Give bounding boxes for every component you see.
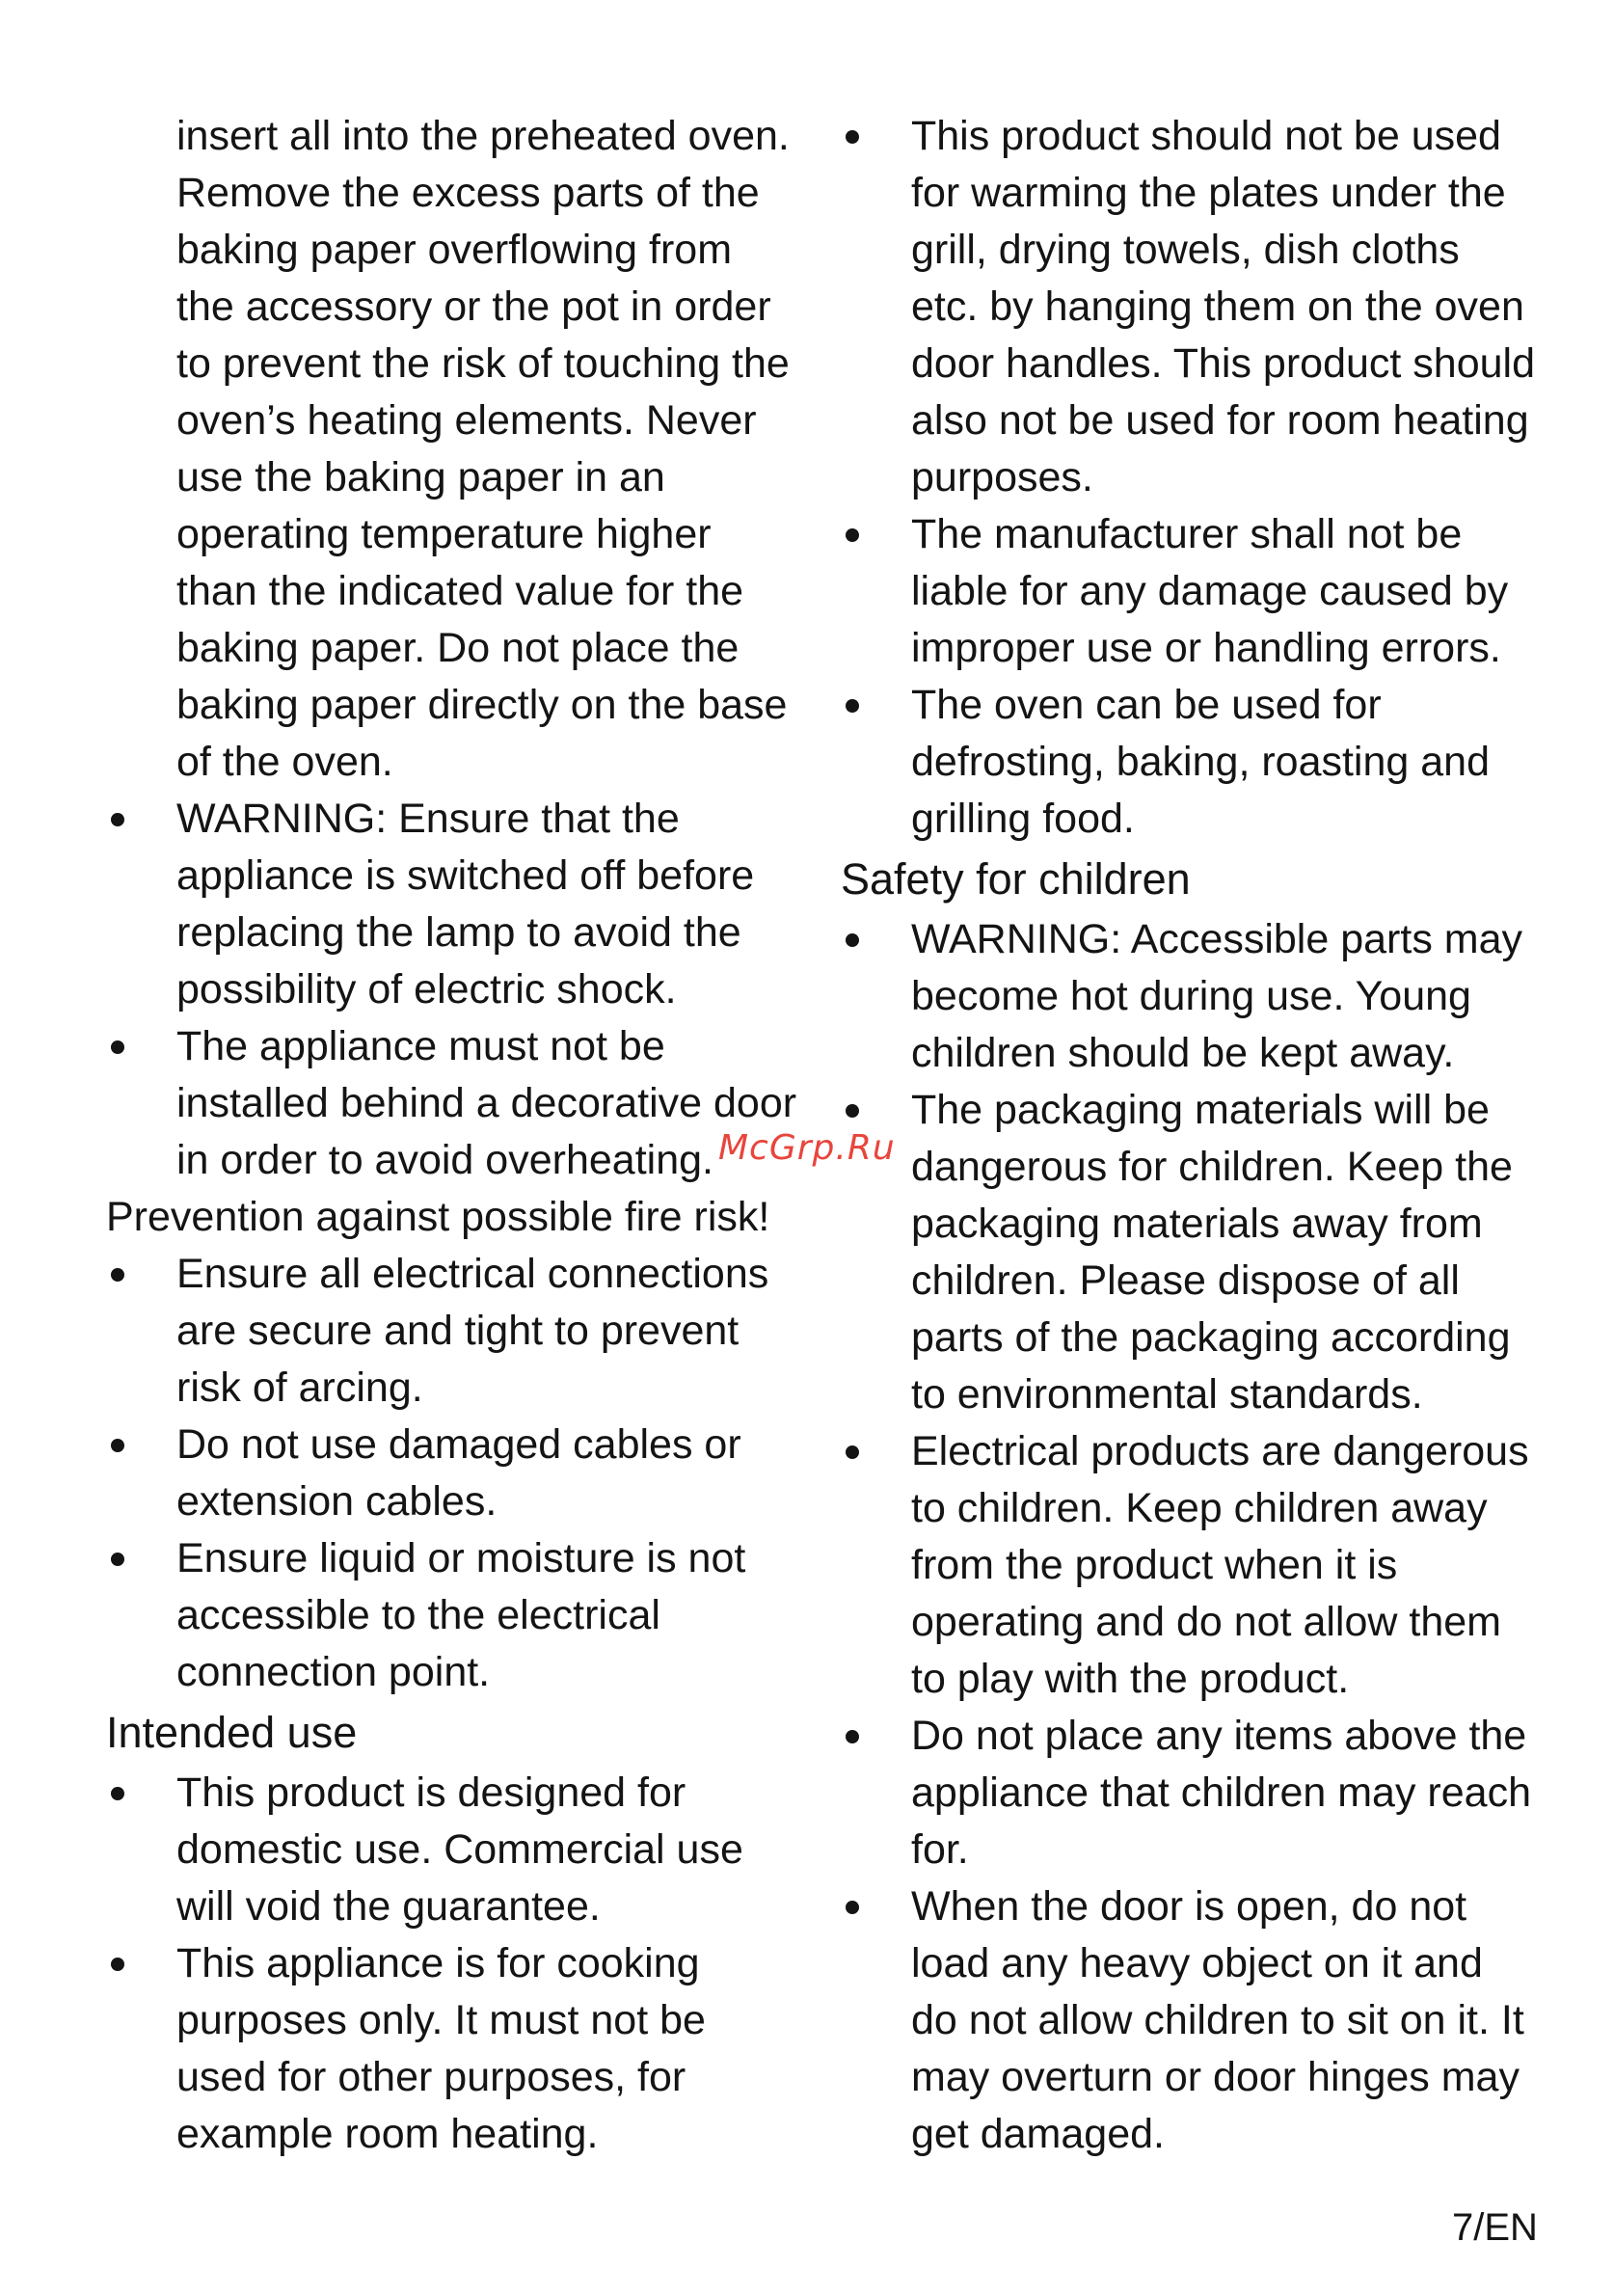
safety-children-heading: Safety for children [841, 854, 1191, 904]
fire-risk-heading: Prevention against possible fire risk! [106, 1194, 770, 1240]
continuation-paragraph: insert all into the preheated oven. Remove the excess parts of the baking paper overflowing from the accessory or the pot in order to prevent the risk of touching the oven’s heating elements. Never use the baking paper in an operating temperature higher than the indicated value for the baking paper. Do not place the baking paper directly on the base of the oven. [176, 113, 790, 785]
list-item: WARNING: Accessible parts may become hot during use. Young children should be kept away. [841, 911, 1535, 1082]
list-item: The manufacturer shall not be liable for any damage caused by improper use or handling errors. [841, 506, 1535, 677]
bullet-list-intended-use [106, 1765, 800, 2163]
list-item: Electrical products are dangerous to children. Keep children away from the product when it is operating and do not allow them to play with the product. [841, 1423, 1535, 1708]
list-item: Ensure liquid or moisture is not accessible to the electrical connection point. [106, 1530, 800, 1701]
right-column [841, 108, 1535, 2163]
intended-use-heading: Intended use [106, 1708, 358, 1757]
list-item: This product should not be used for warming the plates under the grill, drying towels, dish cloths etc. by hanging them on the oven door handles. This product should also not be used for room heating purposes. [841, 108, 1535, 506]
watermark: McGrp.Ru [718, 1128, 896, 1168]
bullet-list-fire-risk [106, 1246, 800, 1701]
list-item: The packaging materials will be dangerous for children. Keep the packaging materials away from children. Please dispose of all parts of the packaging according to environmental standards. [841, 1082, 1535, 1423]
list-item: The oven can be used for defrosting, baking, roasting and grilling food. [841, 677, 1535, 848]
list-item: This product is designed for domestic use. Commercial use will void the guarantee. [106, 1765, 800, 1935]
list-item: WARNING: Ensure that the appliance is switched off before replacing the lamp to avoid the possibility of electric shock. [106, 791, 800, 1018]
list-item: When the door is open, do not load any heavy object on it and do not allow children to sit on it. It may overturn or door hinges may get damaged. [841, 1878, 1535, 2163]
bullet-list-lamp-door [106, 791, 800, 1189]
bullet-list-product-use [841, 108, 1535, 848]
list-item: Do not use damaged cables or extension cables. [106, 1417, 800, 1530]
page-number: 7/EN [1452, 2206, 1538, 2249]
left-column [106, 108, 800, 2163]
list-item: This appliance is for cooking purposes only. It must not be used for other purposes, for example room heating. [106, 1935, 800, 2163]
list-item: Ensure all electrical connections are secure and tight to prevent risk of arcing. [106, 1246, 800, 1417]
list-item: The appliance must not be installed behind a decorative door in order to avoid overheating. [106, 1018, 800, 1189]
bullet-list-children [841, 911, 1535, 2163]
list-item: Do not place any items above the appliance that children may reach for. [841, 1708, 1535, 1878]
